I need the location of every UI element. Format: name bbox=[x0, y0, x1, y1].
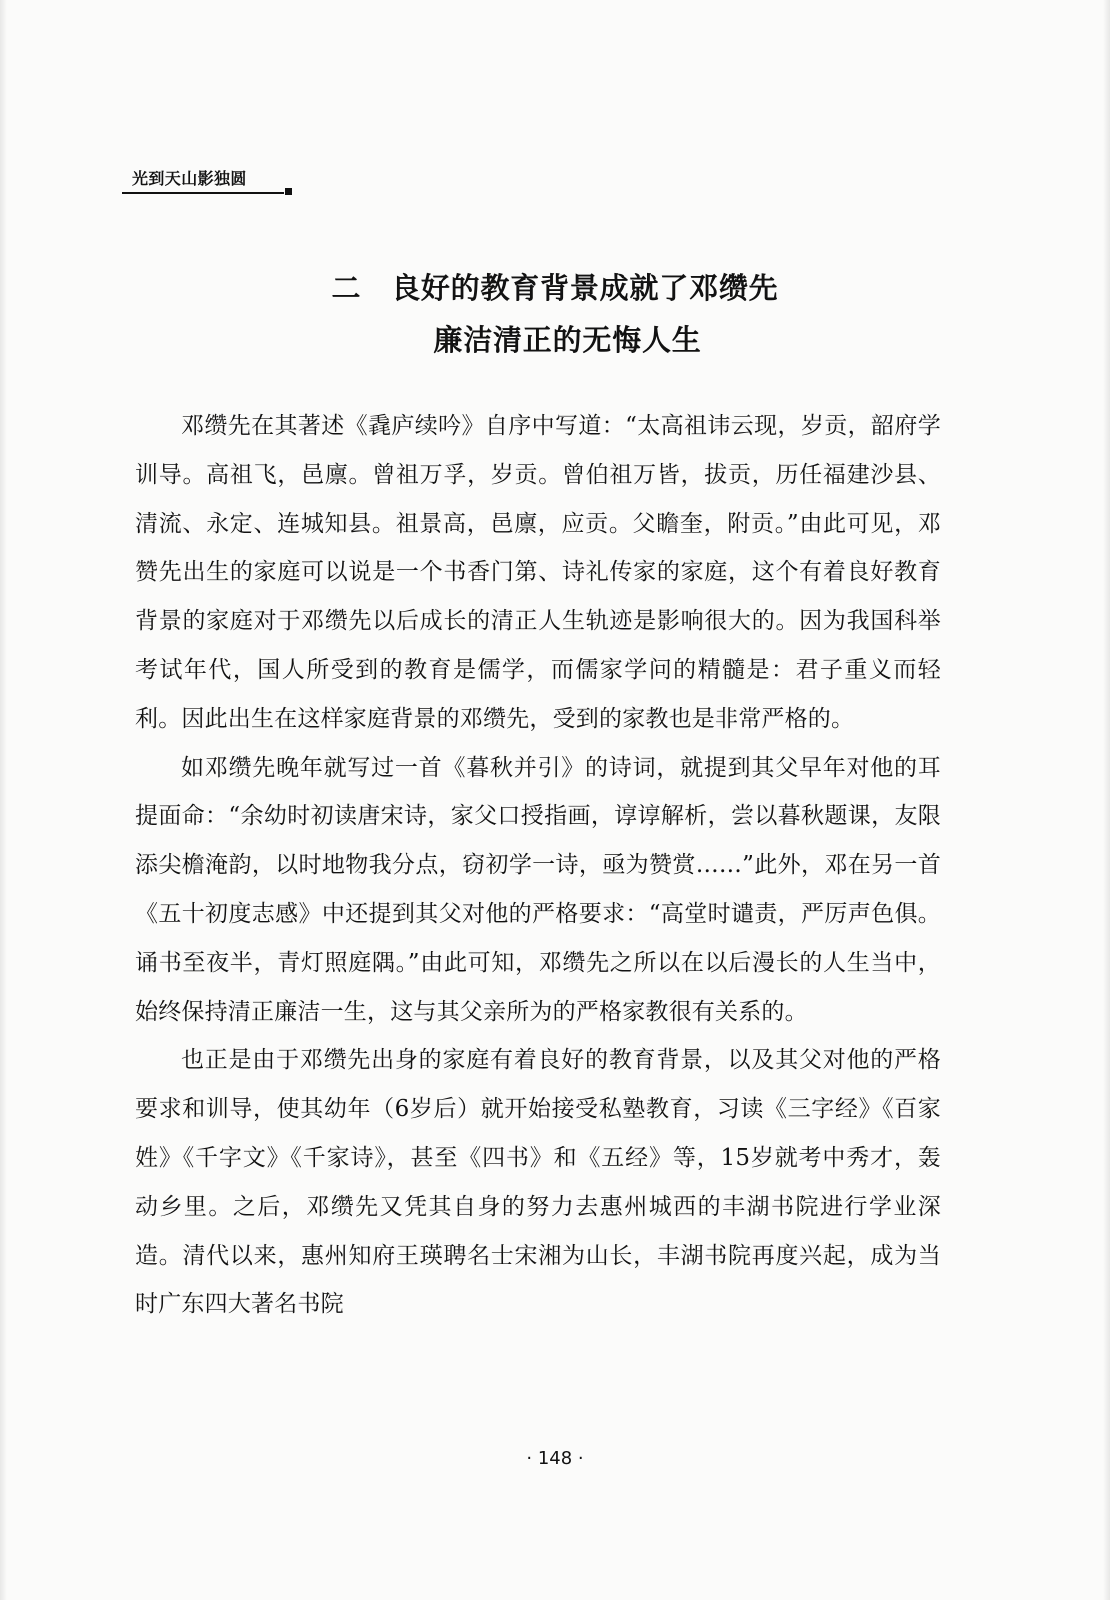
header-square-marker bbox=[285, 188, 292, 195]
left-scan-edge bbox=[0, 0, 7, 1600]
body-text bbox=[135, 402, 941, 1329]
page-number: · 148 · bbox=[526, 1448, 584, 1469]
section-heading bbox=[0, 262, 1110, 366]
section-heading-line-1: 二 良好的教育背景成就了邓缵先 bbox=[331, 271, 779, 305]
paragraph-father-instruction: 如邓缵先晚年就写过一首《暮秋并引》的诗词，就提到其父早年对他的耳提面命：“余幼时初读唐宋诗，家父口授指画，谆谆解析，尝以暮秋题课，友限添尖檐淹韵，以时地物我分点，窃初学一诗，亟为赞赏……”此外，邓在另一首《五十初度志感》中还提到其父对他的严格要求：“高堂时谴责，严厉声色俱。诵书至夜半，青灯照庭隅。”由此可知，邓缵先之所以在以后漫长的人生当中，始终保持清正廉洁一生，这与其父亲所为的严格家教很有关系的。 bbox=[135, 754, 941, 1025]
right-scan-edge bbox=[1103, 0, 1110, 1600]
paragraph-early-education: 也正是由于邓缵先出身的家庭有着良好的教育背景，以及其父对他的严格要求和训导，使其幼年（6岁后）就开始接受私塾教育，习读《三字经》《百家姓》《千字文》《千家诗》，甚至《四书》和《五经》等，15岁就考中秀才，轰动乡里。之后，邓缵先又凭其自身的努力去惠州城西的丰湖书院进行学业深造。清代以来，惠州知府王瑛聘名士宋湘为山长，丰湖书院再度兴起，成为当时广东四大著名书院 bbox=[135, 1047, 941, 1318]
running-header bbox=[132, 168, 300, 196]
header-rule bbox=[122, 192, 284, 194]
paragraph-family-background: 邓缵先在其著述《毳庐续吟》自序中写道：“太高祖讳云现，岁贡，韶府学训导。高祖飞，邑廪。曾祖万孚，岁贡。曾伯祖万皆，拔贡，历任福建沙县、清流、永定、连城知县。祖景高，邑廪，应贡。父瞻奎，附贡。”由此可见，邓赞先出生的家庭可以说是一个书香门第、诗礼传家的家庭，这个有着良好教育背景的家庭对于邓缵先以后成长的清正人生轨迹是影响很大的。因为我国科举考试年代，国人所受到的教育是儒学，而儒家学问的精髓是：君子重义而轻利。因此出生在这样家庭背景的邓缵先，受到的家教也是非常严格的。 bbox=[135, 413, 941, 732]
running-title: 光到天山影独圆 bbox=[132, 169, 247, 188]
section-heading-line-2: 廉洁清正的无悔人生 bbox=[433, 323, 702, 357]
